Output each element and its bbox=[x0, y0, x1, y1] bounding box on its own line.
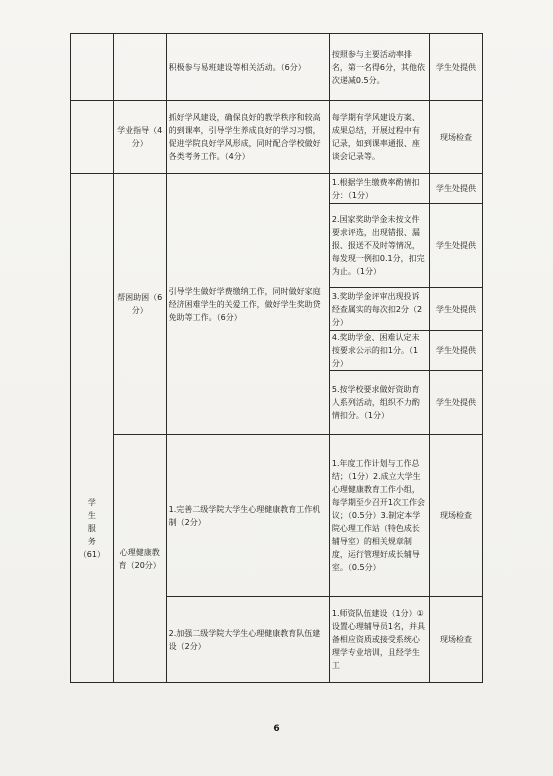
criteria-cell: 3.奖助学金评审出现投诉经查属实的每次扣2分（2分） bbox=[329, 288, 429, 331]
page-number: 6 bbox=[273, 724, 280, 734]
category-char: 服 bbox=[87, 523, 96, 533]
table-row bbox=[71, 174, 483, 204]
task-cell: 1.完善二级学院大学生心理健康教育工作机制（2分） bbox=[166, 435, 329, 597]
task-cell: 积极参与易班建设等相关活动。（6分） bbox=[166, 34, 329, 101]
method-cell: 现场检查 bbox=[430, 101, 483, 174]
task-cell: 2.加强二级学院大学生心理健康教育队伍建设（2分） bbox=[166, 597, 329, 683]
item-cell-empty bbox=[113, 34, 166, 101]
criteria-cell: 1.年度工作计划与工作总结；（1分）2.成立大学生心理健康教育工作小组，每学期至少召开1次工作会议；（0.5分）3.制定本学院心理工作站（特色成长辅导室）的相关规章制度，运行管理好成长辅导室。（0.5分） bbox=[329, 435, 429, 597]
category-char: 务 bbox=[87, 536, 96, 546]
table-row bbox=[71, 435, 483, 597]
criteria-cell: 每学期有学风建设方案、成果总结，开展过程中有记录，如到课率通报、座谈会记录等。 bbox=[329, 101, 429, 174]
method-cell: 现场检查 bbox=[430, 597, 483, 683]
item-cell: 帮困助困（6分） bbox=[113, 174, 166, 435]
criteria-cell: 1.师资队伍建设（1分）①设置心理辅导员1名，并具备相应资质或接受系统心理学专业培训，且经学生工 bbox=[329, 597, 429, 683]
category-cell-top bbox=[71, 34, 114, 101]
method-cell: 学生处提供 bbox=[430, 371, 483, 435]
item-cell: 心理健康教育（20分） bbox=[113, 435, 166, 683]
criteria-cell: 5.按学校要求做好资助育人系列活动，组织不力酌情扣分。（1分） bbox=[329, 371, 429, 435]
item-cell: 学业指导（4分） bbox=[113, 101, 166, 174]
method-cell: 学生处提供 bbox=[430, 204, 483, 288]
method-cell: 学生处提供 bbox=[430, 34, 483, 101]
method-cell: 现场检查 bbox=[430, 435, 483, 597]
criteria-cell: 按照参与主要活动率排名，第一名得6分，其他依次递减0.5分。 bbox=[329, 34, 429, 101]
category-char: 生 bbox=[87, 510, 96, 520]
task-cell: 引导学生做好学费缴纳工作，同时做好家庭经济困难学生的关爱工作，做好学生奖助贷免助等工作。（6分） bbox=[166, 174, 329, 435]
table-row bbox=[71, 101, 483, 174]
criteria-cell: 1.根据学生缴费率酌情扣分：（1分） bbox=[329, 174, 429, 204]
criteria-cell: 2.国家奖助学金未按文件要求评选，出现错报、漏报、报送不及时等情况，每发现一例扣0.1分，扣完为止。（1分） bbox=[329, 204, 429, 288]
category-char: 学 bbox=[87, 497, 96, 507]
category-char: （61） bbox=[78, 549, 105, 559]
method-cell: 学生处提供 bbox=[430, 331, 483, 371]
criteria-cell: 4.奖助学金、困难认定未按要求公示的扣1分。（1分） bbox=[329, 331, 429, 371]
task-cell: 抓好学风建设，确保良好的教学秩序和较高的到课率，引导学生养成良好的学习习惯，促进学院良好学风形成，同时配合学校做好各类考务工作。（4分） bbox=[166, 101, 329, 174]
method-cell: 学生处提供 bbox=[430, 288, 483, 331]
table-row bbox=[71, 34, 483, 101]
category-cell bbox=[71, 174, 114, 683]
category-cell-top bbox=[71, 101, 114, 174]
evaluation-table bbox=[70, 33, 483, 683]
method-cell: 学生处提供 bbox=[430, 174, 483, 204]
